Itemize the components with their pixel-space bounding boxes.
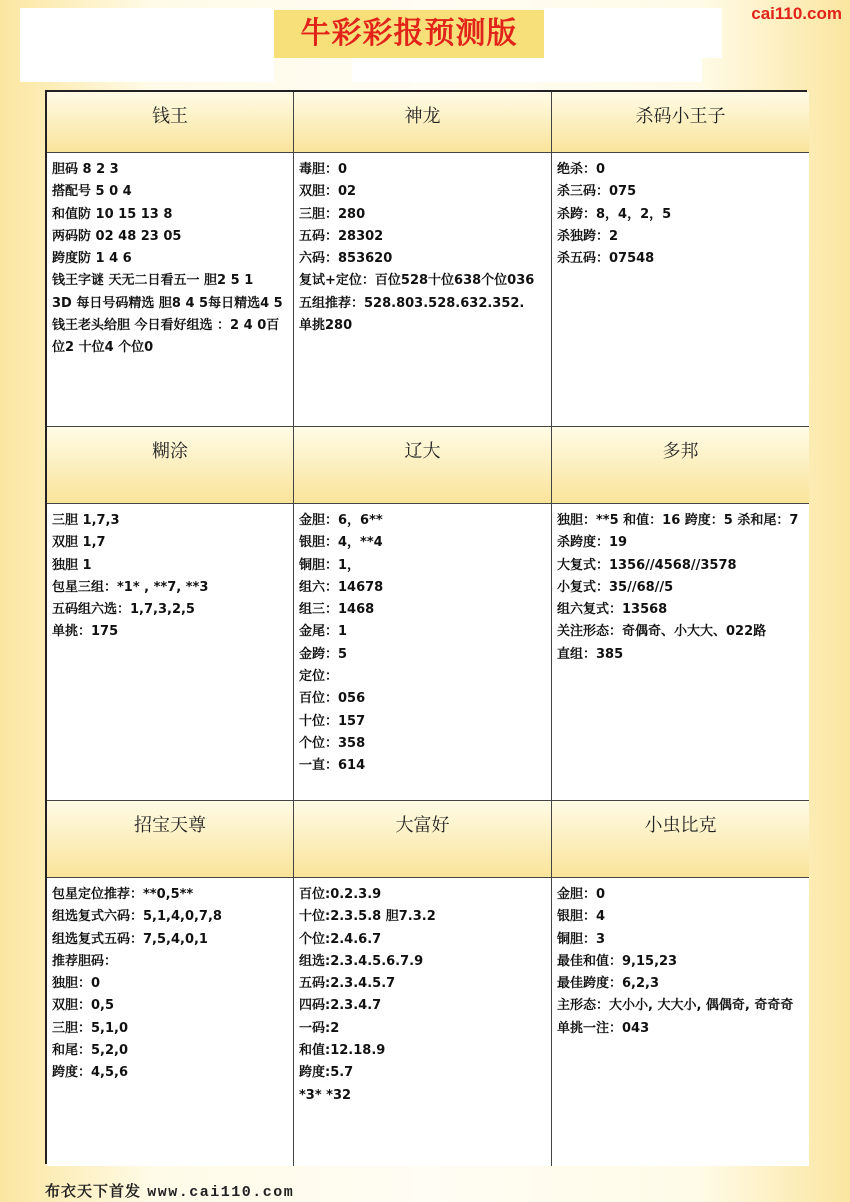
panel-line: 金尾：1 <box>299 624 348 640</box>
panel-line: 一直：614 <box>299 758 366 774</box>
panel-line: 组三：1468 <box>299 602 375 618</box>
panel-line: 钱王字谜 天无二日看五一 胆2 5 1 <box>52 273 254 289</box>
panel-line: 独胆：**5 和值：16 跨度：5 杀和尾：7 杀跨度：19 <box>557 513 799 551</box>
panel-body-dafuhao <box>294 878 552 1166</box>
panel-line: 百位:0.2.3.9 <box>299 887 382 902</box>
panel-line: 百位：056 <box>299 691 366 707</box>
panel-line: 小复式：35//68//5 <box>557 579 674 595</box>
page-title: 牛彩彩报预测版 <box>274 10 544 58</box>
panel-header-qianwang: 钱王 <box>47 92 294 153</box>
panel-line: 关注形态：奇偶奇、小大大、022路 <box>557 624 767 640</box>
panel-body-duobang <box>552 504 809 801</box>
panel-line: 双胆 1,7 <box>52 535 106 551</box>
footer-url[interactable]: www.cai110.com <box>147 1184 295 1201</box>
panel-line: 独胆：0 <box>52 976 101 992</box>
panel-line: 五组推荐：528.803.528.632.352. <box>299 295 525 311</box>
panel-line: 三胆：280 <box>299 206 366 222</box>
panel-line: 最佳和值：9,15,23 <box>557 953 678 969</box>
panel-line: 和值:12.18.9 <box>299 1043 386 1059</box>
panel-line: 十位：157 <box>299 713 366 729</box>
panel-line: 铜胆：3 <box>557 931 606 947</box>
panel-line: 金胆：0 <box>557 887 606 902</box>
panel-line: 组选复式五码：7,5,4,0,1 <box>52 931 208 947</box>
panel-line: 杀三码：075 <box>557 184 637 200</box>
panel-line: 和值防 10 15 13 8 <box>52 206 173 222</box>
panel-line: 五码：28302 <box>299 228 384 244</box>
panel-line: 直组：385 <box>557 646 624 662</box>
panel-line: 双胆：02 <box>299 184 357 200</box>
panel-line: 杀五码：07548 <box>557 251 655 267</box>
panel-line: 独胆 1 <box>52 557 92 573</box>
panel-line: 搭配号 5 0 4 <box>52 184 132 200</box>
panel-line: *3* *32 <box>299 1087 352 1103</box>
panel-body-qianwang <box>47 153 294 427</box>
header-white-left <box>20 8 274 82</box>
panel-line: 杀跨：8，4，2，5 <box>557 206 672 222</box>
panel-line: 六码：853620 <box>299 251 393 267</box>
header-white-mid <box>352 58 702 82</box>
panel-body-liaoda <box>294 504 552 801</box>
panel-header-duobang: 多邦 <box>552 427 809 504</box>
panel-header-dafuhao: 大富好 <box>294 801 552 878</box>
panel-line: 跨度:5.7 <box>299 1065 354 1081</box>
site-logo-text[interactable]: cai110.com <box>751 4 842 23</box>
panel-line: 个位:2.4.6.7 <box>299 931 382 947</box>
panel-line: 复试+定位：百位528十位638个位036 <box>299 273 535 289</box>
panel-header-hutu: 糊涂 <box>47 427 294 504</box>
panel-body-zhaobao <box>47 878 294 1166</box>
panel-line: 大复式：1356//4568//3578 <box>557 557 737 573</box>
panel-line: 定位： <box>299 669 339 685</box>
panel-line: 组六复式：13568 <box>557 602 668 618</box>
panel-line: 金胆：6，6** <box>299 513 383 528</box>
panel-header-shama: 杀码小王子 <box>552 92 809 153</box>
panel-header-shenlong: 神龙 <box>294 92 552 153</box>
panel-line: 三胆：5,1,0 <box>52 1020 129 1036</box>
footer <box>45 1180 294 1201</box>
panel-line: 跨度：4,5,6 <box>52 1065 129 1081</box>
panel-line: 铜胆：1， <box>299 557 361 573</box>
panel-line: 最佳跨度：6,2,3 <box>557 976 660 992</box>
panel-line: 推荐胆码： <box>52 953 118 969</box>
footer-publisher: 布衣天下首发 <box>45 1182 142 1200</box>
panel-line: 银胆：4 <box>557 909 606 925</box>
panel-header-zhaobao: 招宝天尊 <box>47 801 294 878</box>
panel-body-shama <box>552 153 809 427</box>
prediction-grid <box>45 90 807 1164</box>
panel-line: 3D 每日号码精选 胆8 4 5每日精选4 5 <box>52 295 283 311</box>
panel-line: 五码组六选：1,7,3,2,5 <box>52 602 195 618</box>
panel-body-shenlong <box>294 153 552 427</box>
panel-line: 银胆：4，**4 <box>299 535 383 551</box>
panel-line: 三胆 1,7,3 <box>52 513 120 528</box>
panel-line: 毒胆：0 <box>299 162 348 177</box>
panel-line: 绝杀：0 <box>557 162 606 177</box>
panel-line: 组选:2.3.4.5.6.7.9 <box>299 953 424 969</box>
panel-line: 两码防 02 48 23 05 <box>52 228 182 244</box>
panel-line: 主形态：大小小, 大大小, 偶偶奇, 奇奇奇 <box>557 998 794 1014</box>
panel-line: 五码:2.3.4.5.7 <box>299 976 396 992</box>
panel-line: 和尾：5,2,0 <box>52 1043 129 1059</box>
panel-line: 杀独跨：2 <box>557 228 619 244</box>
panel-line: 胆码 8 2 3 <box>52 162 119 177</box>
panel-header-liaoda: 辽大 <box>294 427 552 504</box>
panel-line: 包星定位推荐：**0,5** <box>52 887 194 902</box>
panel-line: 包星三组：*1* , **7, **3 <box>52 579 209 595</box>
panel-line: 个位：358 <box>299 735 366 751</box>
panel-line: 组选复式六码：5,1,4,0,7,8 <box>52 909 222 925</box>
panel-body-xiaochong <box>552 878 809 1166</box>
panel-body-hutu <box>47 504 294 801</box>
panel-header-xiaochong: 小虫比克 <box>552 801 809 878</box>
panel-line: 金跨：5 <box>299 646 348 662</box>
panel-line: 组六：14678 <box>299 579 384 595</box>
panel-line: 四码:2.3.4.7 <box>299 998 382 1014</box>
panel-line: 单挑：175 <box>52 624 119 640</box>
panel-line: 单挑一注：043 <box>557 1020 650 1036</box>
panel-line: 跨度防 1 4 6 <box>52 251 132 267</box>
panel-line: 十位:2.3.5.8 胆7.3.2 <box>299 909 436 925</box>
panel-line: 钱王老头给胆 今日看好组选 ：2 4 0百位2 十位4 个位0 <box>52 318 280 356</box>
panel-line: 双胆：0,5 <box>52 998 115 1014</box>
panel-line: 单挑280 <box>299 318 353 334</box>
header-white-right <box>544 8 722 58</box>
panel-line: 一码:2 <box>299 1020 340 1036</box>
